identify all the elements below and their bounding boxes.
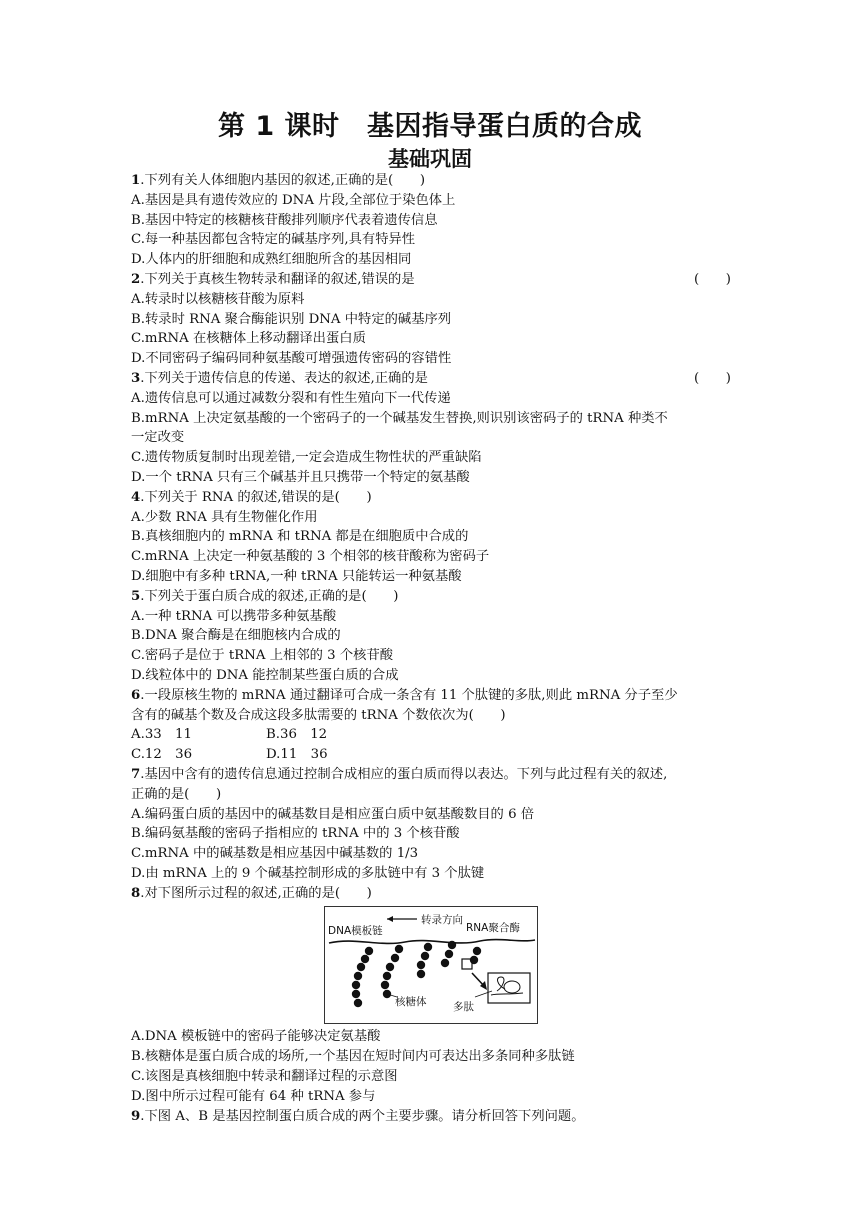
ribosome-label: 核糖体 xyxy=(395,996,427,1009)
question-stem: .下列关于 RNA 的叙述,错误的是( ) xyxy=(140,489,372,505)
question-number: 7 xyxy=(131,766,141,782)
enlarged-view-box xyxy=(488,973,530,1003)
question-9 xyxy=(131,1107,731,1127)
question-number: 3 xyxy=(131,370,141,386)
dna-template-label: DNA模板链 xyxy=(328,925,383,938)
question-stem: .下图 A、B 是基因控制蛋白质合成的两个主要步骤。请分析回答下列问题。 xyxy=(140,1108,585,1124)
option[interactable]: D.细胞中有多种 tRNA,一种 tRNA 只能转运一种氨基酸 xyxy=(131,568,462,584)
option[interactable]: D.一个 tRNA 只有三个碱基并且只携带一个特定的氨基酸 xyxy=(131,469,470,485)
answer-paren: ( ) xyxy=(694,370,731,386)
option[interactable]: D.由 mRNA 上的 9 个碱基控制形成的多肽链中有 3 个肽键 xyxy=(131,865,485,881)
option[interactable]: B.转录时 RNA 聚合酶能识别 DNA 中特定的碱基序列 xyxy=(131,311,452,327)
polypeptide-label: 多肽 xyxy=(453,1001,474,1014)
option[interactable]: A.33 11 xyxy=(131,727,192,743)
option[interactable]: C.12 36 xyxy=(131,747,193,763)
option[interactable]: A.编码蛋白质的基因中的碱基数目是相应蛋白质中氨基酸数目的 6 倍 xyxy=(131,806,535,822)
question-8 xyxy=(131,884,731,1107)
option[interactable]: C.密码子是位于 tRNA 上相邻的 3 个核苷酸 xyxy=(131,648,394,664)
question-number: 8 xyxy=(131,885,141,901)
question-stem: .下列关于遗传信息的传递、表达的叙述,正确的是 xyxy=(140,370,428,386)
option[interactable]: C.该图是真核细胞中转录和翻译过程的示意图 xyxy=(131,1069,398,1085)
question-number: 1 xyxy=(131,173,141,188)
option[interactable]: C.每一种基因都包含特定的碱基序列,具有特异性 xyxy=(131,232,416,248)
option-continued: 一定改变 xyxy=(131,430,185,446)
option[interactable]: B.DNA 聚合酶是在细胞核内合成的 xyxy=(131,628,341,644)
question-1 xyxy=(131,171,731,270)
section-subtitle: 基础巩固 xyxy=(388,147,472,171)
option[interactable]: D.不同密码子编码同种氨基酸可增强遗传密码的容错性 xyxy=(131,351,452,367)
question-list xyxy=(131,171,731,1126)
rna-polymerase-label: RNA聚合酶 xyxy=(466,922,520,935)
option[interactable]: A.少数 RNA 具有生物催化作用 xyxy=(131,509,318,525)
question-7 xyxy=(131,765,731,884)
transcription-direction-label: 转录方向 xyxy=(421,914,463,927)
question-stem: .下列关于蛋白质合成的叙述,正确的是( ) xyxy=(140,588,399,604)
option[interactable]: A.一种 tRNA 可以携带多种氨基酸 xyxy=(131,608,337,624)
question-6 xyxy=(131,686,731,765)
option[interactable]: B.真核细胞内的 mRNA 和 tRNA 都是在细胞质中合成的 xyxy=(131,529,469,545)
option[interactable]: A.DNA 模板链中的密码子能够决定氨基酸 xyxy=(131,1029,381,1045)
answer-paren: ( ) xyxy=(694,271,731,287)
question-3 xyxy=(131,369,731,488)
option[interactable]: B.核糖体是蛋白质合成的场所,一个基因在短时间内可表达出多条同种多肽链 xyxy=(131,1049,575,1065)
option[interactable]: C.遗传物质复制时出现差错,一定会造成生物性状的严重缺陷 xyxy=(131,450,482,466)
option[interactable]: A.遗传信息可以通过减数分裂和有性生殖向下一代传递 xyxy=(131,390,451,406)
question-number: 6 xyxy=(131,687,141,703)
question-stem: .下列有关人体细胞内基因的叙述,正确的是( ) xyxy=(140,173,426,188)
option[interactable]: D.11 36 xyxy=(266,747,328,763)
option[interactable]: B.基因中特定的核糖核苷酸排列顺序代表着遗传信息 xyxy=(131,212,438,228)
question-stem-continued: 含有的碱基个数及合成这段多肽需要的 tRNA 个数依次为( ) xyxy=(131,707,506,723)
question-stem: .下列关于真核生物转录和翻译的叙述,错误的是 xyxy=(140,271,415,287)
option[interactable]: C.mRNA 中的碱基数是相应基因中碱基数的 1/3 xyxy=(131,846,419,862)
question-4 xyxy=(131,488,731,587)
option[interactable]: A.转录时以核糖核苷酸为原料 xyxy=(131,291,305,307)
question-5 xyxy=(131,587,731,686)
peptide-pointer-line xyxy=(475,991,492,997)
transcription-translation-figure xyxy=(324,906,538,1024)
option[interactable]: D.人体内的肝细胞和成熟红细胞所含的基因相同 xyxy=(131,252,412,268)
question-number: 9 xyxy=(131,1108,141,1124)
option[interactable]: C.mRNA 在核糖体上移动翻译出蛋白质 xyxy=(131,331,366,347)
question-stem: .基因中含有的遗传信息通过控制合成相应的蛋白质而得以表达。下列与此过程有关的叙述, xyxy=(140,766,668,782)
question-stem: .一段原核生物的 mRNA 通过翻译可合成一条含有 11 个肽键的多肽,则此 mRNA 分子至少 xyxy=(140,687,678,703)
option[interactable]: B.36 12 xyxy=(266,727,328,743)
question-number: 4 xyxy=(131,489,141,505)
question-number: 2 xyxy=(131,271,141,287)
polypeptide-curve xyxy=(497,977,505,991)
question-number: 5 xyxy=(131,588,141,604)
mrna-segment xyxy=(491,993,523,995)
question-stem: .对下图所示过程的叙述,正确的是( ) xyxy=(140,885,372,901)
question-2 xyxy=(131,270,731,369)
ribosome-outline xyxy=(504,981,520,993)
direction-arrow-head xyxy=(387,916,393,922)
question-stem-continued: 正确的是( ) xyxy=(131,786,222,802)
option[interactable]: B.mRNA 上决定氨基酸的一个密码子的一个碱基发生替换,则识别该密码子的 tRNA 种类不 xyxy=(131,410,668,426)
option[interactable]: A.基因是具有遗传效应的 DNA 片段,全部位于染色体上 xyxy=(131,192,456,208)
option[interactable]: B.编码氨基酸的密码子指相应的 tRNA 中的 3 个核苷酸 xyxy=(131,826,460,842)
option[interactable]: D.图中所示过程可能有 64 种 tRNA 参与 xyxy=(131,1088,376,1104)
option[interactable]: D.线粒体中的 DNA 能控制某些蛋白质的合成 xyxy=(131,667,399,683)
option[interactable]: C.mRNA 上决定一种氨基酸的 3 个相邻的核苷酸称为密码子 xyxy=(131,549,490,565)
page-title: 第 1 课时 基因指导蛋白质的合成 xyxy=(217,111,643,142)
